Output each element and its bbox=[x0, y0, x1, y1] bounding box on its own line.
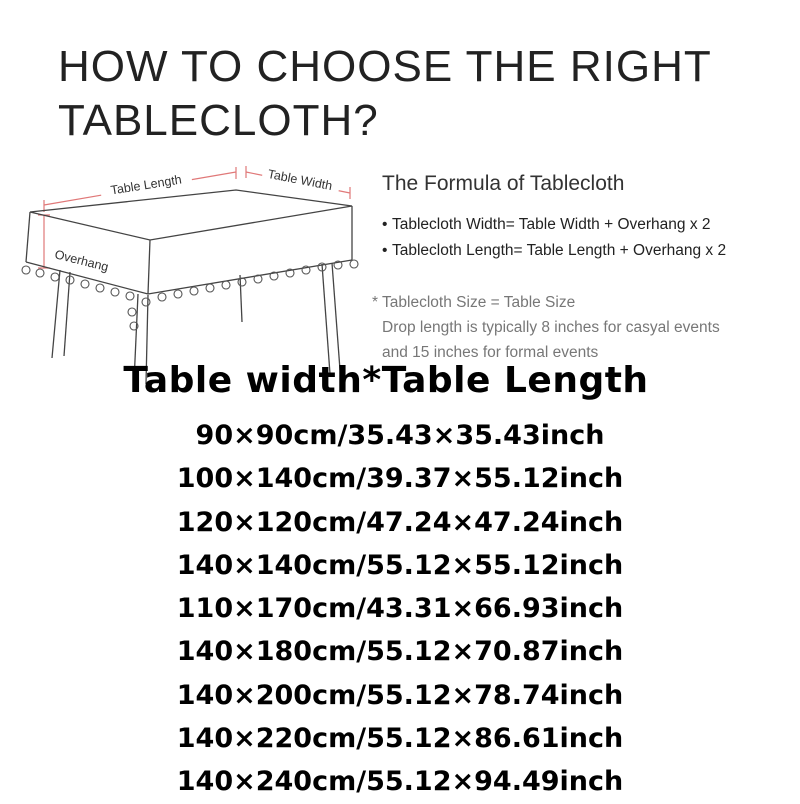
length-formula-text: Tablecloth Length= Table Length + Overhang x 2 bbox=[392, 242, 727, 259]
tablecloth-outline bbox=[26, 190, 352, 384]
formula-section bbox=[382, 172, 792, 264]
size-row: 120×120cm/47.24×47.24inch bbox=[176, 506, 624, 538]
overhang-label: Overhang bbox=[53, 247, 110, 275]
page-title bbox=[58, 40, 778, 148]
size-row: 100×140cm/39.37×55.12inch bbox=[176, 463, 624, 495]
size-row: 110×170cm/43.31×66.93inch bbox=[176, 593, 624, 625]
length-formula bbox=[382, 238, 792, 264]
size-row: 90×90cm/35.43×35.43inch bbox=[195, 420, 605, 451]
drop-note-line-1: Drop length is typically 8 inches for casyal events bbox=[382, 319, 720, 336]
bullet-icon: • bbox=[382, 216, 388, 233]
notes-section bbox=[372, 290, 792, 365]
drop-note-line-2: and 15 inches for formal events bbox=[382, 344, 599, 361]
title-line-2: TABLECLOTH? bbox=[58, 96, 379, 145]
size-row: 140×200cm/55.12×78.74inch bbox=[176, 679, 624, 711]
title-line-1: HOW TO CHOOSE THE RIGHT bbox=[58, 42, 712, 91]
table-width-label: Table Width bbox=[266, 166, 334, 194]
size-row: 140×180cm/55.12×70.87inch bbox=[176, 636, 624, 668]
tassels bbox=[22, 260, 358, 330]
size-row: 140×140cm/55.12×55.12inch bbox=[176, 549, 624, 581]
sizes-heading: Table width*Table Length bbox=[123, 360, 649, 401]
formula-heading: The Formula of Tablecloth bbox=[382, 172, 625, 195]
table-length-dimension bbox=[44, 167, 236, 212]
size-list bbox=[0, 414, 800, 804]
width-formula-text: Tablecloth Width= Table Width + Overhang x 2 bbox=[392, 216, 711, 233]
size-row: 140×240cm/55.12×94.49inch bbox=[176, 766, 624, 798]
bullet-icon: • bbox=[382, 242, 388, 259]
table-length-label: Table Length bbox=[109, 172, 183, 198]
size-note: * Tablecloth Size = Table Size bbox=[372, 294, 576, 311]
width-formula bbox=[382, 212, 792, 238]
overhang-dimension bbox=[38, 215, 110, 274]
size-row: 140×220cm/55.12×86.61inch bbox=[176, 723, 624, 755]
tablecloth-diagram bbox=[0, 160, 380, 385]
